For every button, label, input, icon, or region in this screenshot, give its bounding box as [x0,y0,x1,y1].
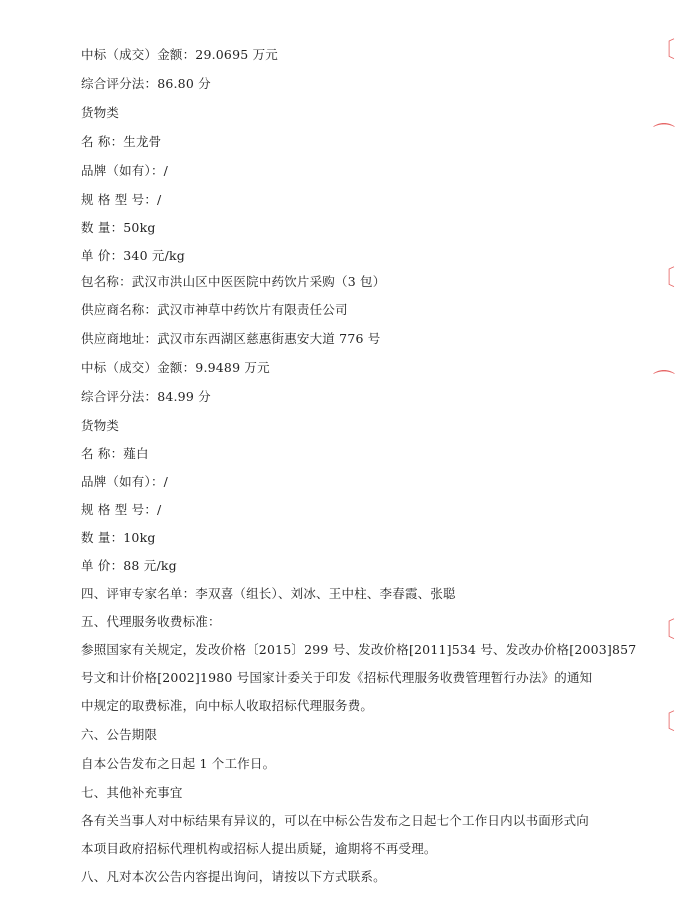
text-line: 单 价：88 元/kg [81,558,177,573]
text-line: 品牌（如有）：/ [81,163,169,178]
text-line: 各有关当事人对中标结果有异议的，可以在中标公告发布之日起七个工作日内以书面形式向 [81,813,590,828]
text-line: 名 称：生龙骨 [81,134,162,149]
seal-stamp-fragment: 〔 [653,710,675,735]
text-line: 自本公告发布之日起 1 个工作日。 [81,756,276,771]
text-line: 货物类 [81,418,120,433]
text-line: 名 称：薤白 [81,446,149,461]
text-line: 四、评审专家名单：李双喜（组长）、刘冰、王中柱、李春霞、张聪 [81,586,456,601]
text-line: 数 量：50kg [81,220,156,235]
text-line: 本项目政府招标代理机构或招标人提出质疑，逾期将不再受理。 [81,841,437,856]
text-line: 中规定的取费标准，向中标人收取招标代理服务费。 [81,698,374,713]
text-line: 六、公告期限 [81,727,158,742]
text-line: 货物类 [81,105,120,120]
text-line: 八、凡对本次公告内容提出询问，请按以下方式联系。 [81,869,386,884]
text-line: 综合评分法：86.80 分 [81,76,211,91]
text-line: 综合评分法：84.99 分 [81,389,211,404]
text-line: 五、代理服务收费标准： [81,614,221,629]
text-line: 数 量：10kg [81,530,156,545]
text-line: 包名称：武汉市洪山区中医医院中药饮片采购（3 包） [81,274,386,289]
text-line: 供应商名称：武汉市神草中药饮片有限责任公司 [81,302,348,317]
seal-stamp-fragment: 〔 [653,266,675,291]
text-line: 中标（成交）金额：9.9489 万元 [81,360,270,375]
text-line: 参照国家有关规定，发改价格〔2015〕299 号、发改价格[2011]534 号、发改办价格[2003]857 [81,642,637,657]
text-line: 七、其他补充事宜 [81,785,183,800]
text-line: 单 价：340 元/kg [81,248,185,263]
text-line: 规 格 型 号：/ [81,192,162,207]
text-line: 中标（成交）金额：29.0695 万元 [81,47,278,62]
seal-stamp-fragment: 〔 [653,38,675,63]
text-line: 规 格 型 号：/ [81,502,162,517]
seal-stamp-fragment: ⌒ [653,370,675,395]
seal-stamp-fragment: 〔 [653,618,675,643]
seal-stamp-fragment: ⌒ [653,123,675,148]
text-line: 号文和计价格[2002]1980 号国家计委关于印发《招标代理服务收费管理暂行办法》的通知 [81,670,593,685]
text-line: 品牌（如有）：/ [81,474,169,489]
text-line: 供应商地址：武汉市东西湖区慈惠街惠安大道 776 号 [81,331,381,346]
